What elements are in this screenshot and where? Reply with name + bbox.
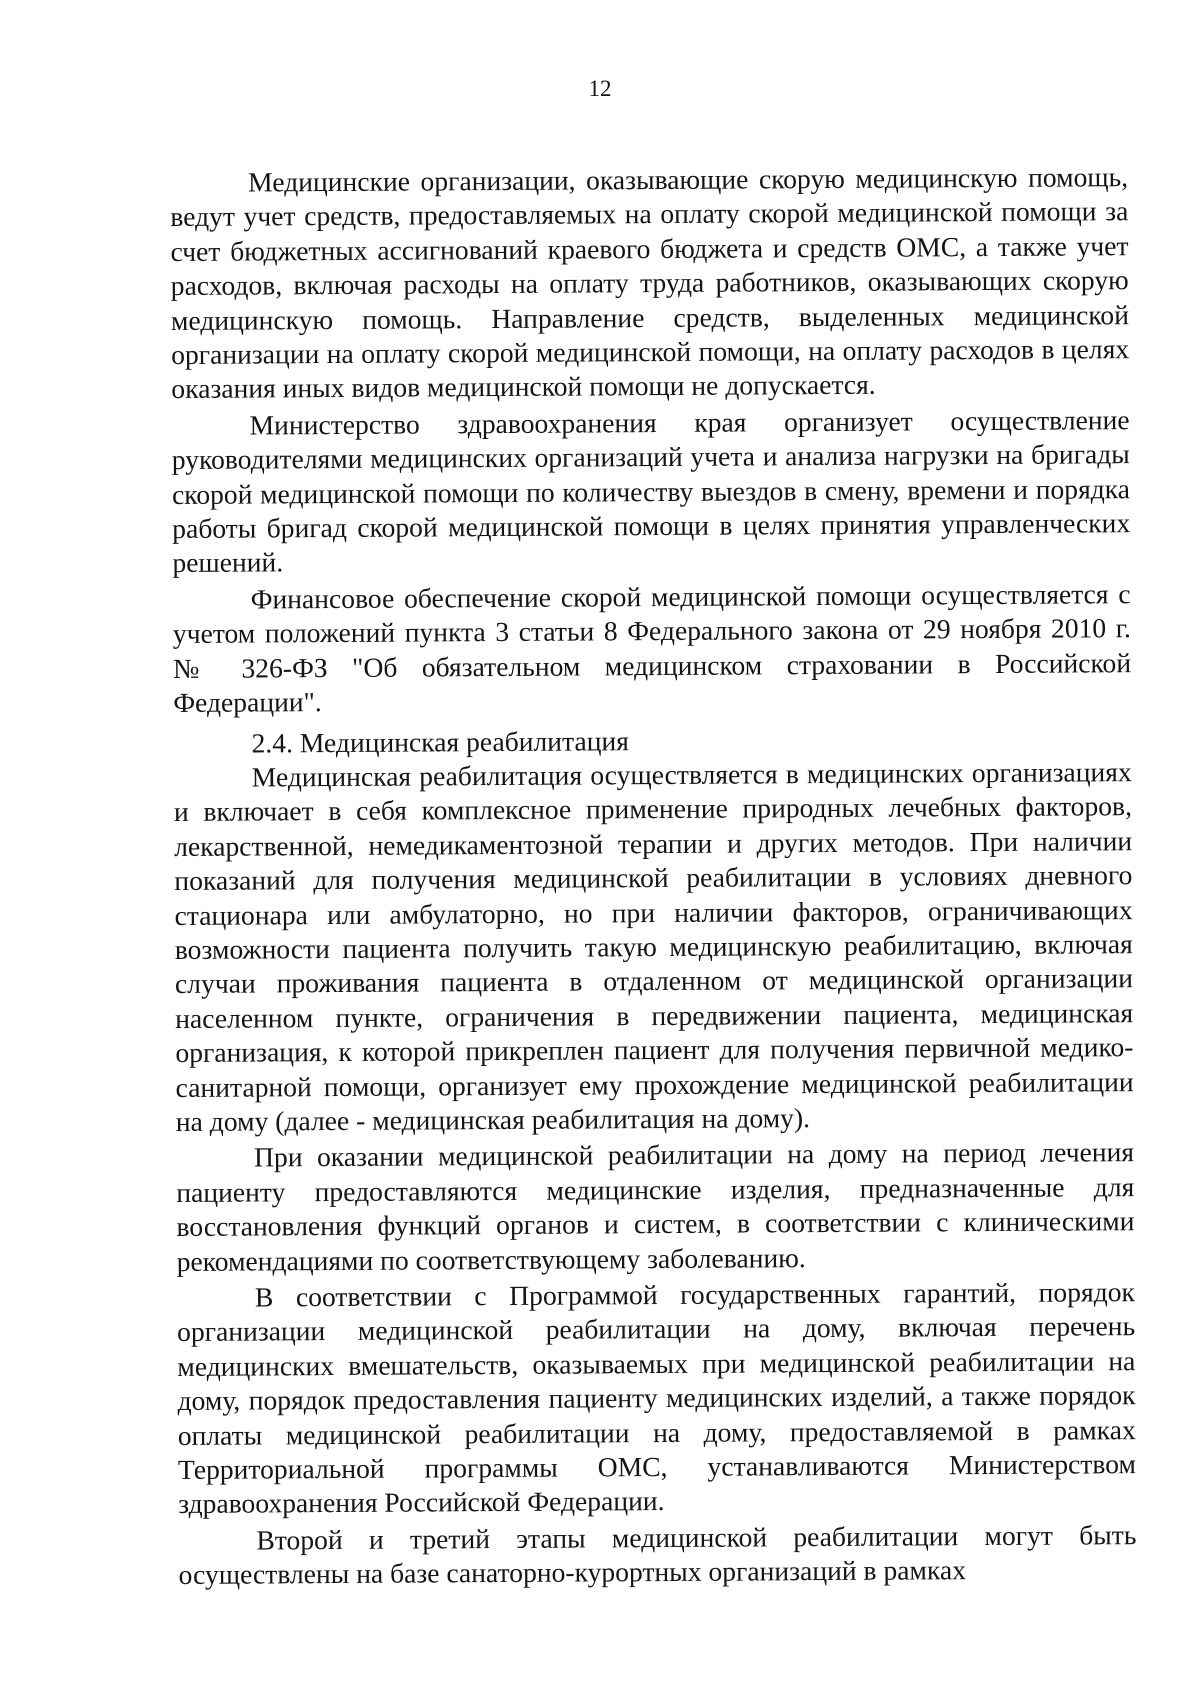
paragraph-state-guarantees: В соответствии с Программой государственных гарантий, порядок организации медицинской реабилитации на дому, включая перечень медицинских вмешательств, оказываемых при медицинской реабилитации на дому, порядок предоставления пациенту медицинских изделий, а также порядок оплаты медицинской реабилитации на дому, предоставляемой в рамках Территориальной программы ОМС, устанавливаются Министерством здравоохранения Российской Федерации.	[177, 1276, 1137, 1520]
paragraph-medical-devices: При оказании медицинской реабилитации на дому на период лечения пациенту предоставляются медицинские изделия, предназначенные для восстановления функций органов и систем, в соответствии с клиническими рекомендациями по соответствующему заболеванию.	[176, 1136, 1135, 1277]
paragraph-financing: Финансовое обеспечение скорой медицинской помощи осуществляется с учетом положений пункта 3 статьи 8 Федерального закона от 29 ноября 2010 г. № 326-ФЗ "Об обязательном медицинском страховании в Российской Федерации".	[172, 578, 1132, 719]
section-rehabilitation	[173, 721, 1136, 1593]
paragraph-ambulance-accounting: Медицинские организации, оказывающие скорую медицинскую помощь, ведут учет средств, предоставляемых на оплату скорой медицинской помощи за счет бюджетных ассигнований краевого бюджета и средств ОМС, а также учет расходов, включая расходы на оплату труда работников, оказывающих скорую медицинскую помощь. Направление средств, выделенных медицинской организации на оплату скорой медицинской помощи, на оплату расходов в целях оказания иных видов медицинской помощи не допускается.	[170, 161, 1130, 405]
paragraph-sanatorium-stages: Второй и третий этапы медицинской реабилитации могут быть осуществлены на базе санаторно-курортных организаций в рамках	[178, 1518, 1137, 1591]
paragraph-ministry-workload: Министерство здравоохранения края организует осуществление руководителями медицинских организаций учета и анализа нагрузки на бригады скорой медицинской помощи по количеству выездов в смену, времени и порядка работы бригад скорой медицинской помощи в целях принятия управленческих решений.	[171, 403, 1131, 579]
page-number: 12	[588, 76, 612, 101]
document-body	[170, 160, 1137, 1592]
section-heading: 2.4. Медицинская реабилитация	[251, 724, 629, 759]
paragraph-rehabilitation-overview: Медицинская реабилитация осуществляется в медицинских организациях и включает в себя комплексное применение природных лечебных факторов, лекарственной, немедикаментозной терапии и других методов. При наличии показаний для получения медицинской реабилитации в условиях дневного стационара или амбулаторно, но при наличии факторов, ограничивающих возможности пациента получить такую медицинскую реабилитацию, включая случаи проживания пациента в отдаленном от медицинской организации населенном пункте, ограничения в передвижении пациента, медицинская организация, к которой прикреплен пациент для получения первичной медико-санитарной помощи, организует ему прохождение медицинской реабилитации на дому (далее - медицинская реабилитация на дому).	[173, 756, 1134, 1137]
